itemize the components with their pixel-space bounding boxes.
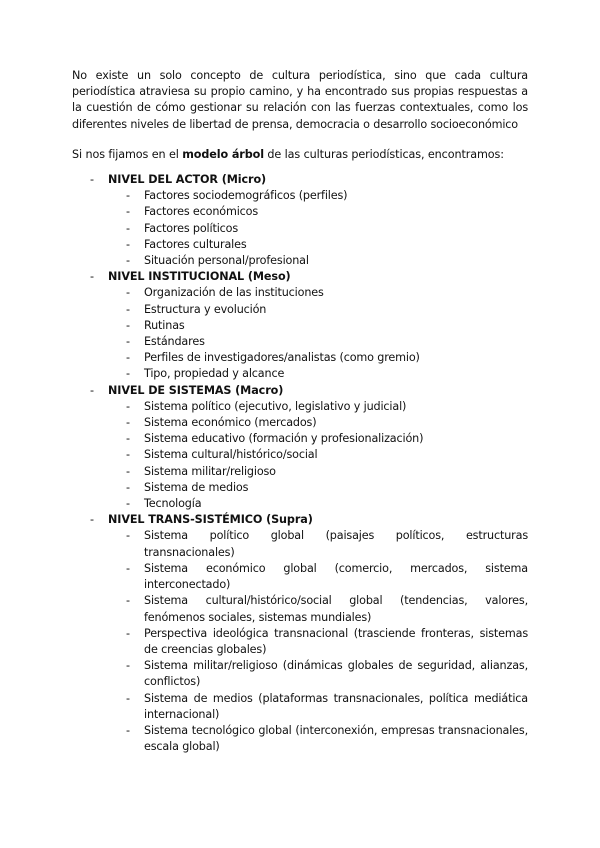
level-institutional	[72, 269, 528, 382]
level-title: NIVEL DEL ACTOR (Micro)	[108, 173, 267, 187]
levels-list	[72, 172, 528, 755]
list-item-text: Sistema político (ejecutivo, legislativo y judicial)	[144, 399, 407, 413]
list-item	[108, 593, 528, 625]
level-items	[108, 399, 528, 512]
level-items	[108, 528, 528, 755]
list-dash: -	[126, 594, 130, 608]
level-items	[108, 285, 528, 382]
list-item-text: Factores culturales	[144, 237, 247, 251]
level-trans-systemic	[72, 512, 528, 755]
list-item	[108, 658, 528, 690]
list-dash: -	[126, 205, 130, 219]
list-item	[108, 496, 528, 512]
list-item	[108, 691, 528, 723]
intro-paragraph: No existe un solo concepto de cultura periodística, sino que cada cultura periodística atraviesa su propio camino, y ha encontrado sus propias respuestas a la cuestión de cómo gestionar su relación con las fuerzas contextuales, como los diferentes niveles de libertad de prensa, democracia o desarrollo socioeconómico	[72, 69, 528, 131]
list-item	[108, 221, 528, 237]
list-item	[108, 480, 528, 496]
list-item	[108, 626, 528, 658]
list-dash: -	[126, 254, 130, 268]
level-title: NIVEL DE SISTEMAS (Macro)	[108, 383, 284, 397]
list-dash: -	[126, 237, 130, 251]
list-dash: -	[126, 691, 130, 705]
lead-emphasis: modelo árbol	[182, 147, 264, 161]
list-item-text: Sistema económico (mercados)	[144, 416, 317, 430]
list-item	[108, 723, 528, 755]
list-item-text: Tipo, propiedad y alcance	[144, 367, 285, 381]
level-title: NIVEL INSTITUCIONAL (Meso)	[108, 270, 291, 284]
list-item	[108, 204, 528, 220]
list-item	[108, 528, 528, 560]
list-dash: -	[90, 513, 95, 527]
list-item	[108, 415, 528, 431]
list-dash: -	[90, 383, 95, 397]
list-dash: -	[126, 399, 130, 413]
list-item	[108, 464, 528, 480]
list-dash: -	[126, 448, 130, 462]
list-dash: -	[126, 561, 130, 575]
level-items	[108, 188, 528, 269]
list-item	[108, 399, 528, 415]
level-systems	[72, 383, 528, 513]
list-item-text: Sistema militar/religioso	[144, 464, 276, 478]
level-title: NIVEL TRANS-SISTÉMICO (Supra)	[108, 513, 313, 527]
list-dash: -	[126, 335, 130, 349]
document-page	[72, 68, 528, 755]
list-dash: -	[126, 286, 130, 300]
list-item-text: Perspectiva ideológica transnacional (trasciende fronteras, sistemas de creencias globales)	[144, 626, 528, 656]
list-item-text: Estructura y evolución	[144, 302, 267, 316]
list-item	[108, 561, 528, 593]
list-item-text: Perfiles de investigadores/analistas (como gremio)	[144, 351, 420, 365]
list-item-text: Sistema cultural/histórico/social	[144, 448, 318, 462]
list-dash: -	[126, 659, 130, 673]
list-item	[108, 334, 528, 350]
list-item	[108, 431, 528, 447]
list-dash: -	[126, 464, 130, 478]
list-item	[108, 366, 528, 382]
lead-sentence	[72, 147, 528, 163]
list-item	[108, 253, 528, 269]
list-item-text: Organización de las instituciones	[144, 286, 324, 300]
list-item	[108, 318, 528, 334]
list-item-text: Sistema económico global (comercio, mercados, sistema interconectado)	[144, 561, 528, 592]
list-item	[108, 447, 528, 463]
list-item-text: Factores políticos	[144, 221, 239, 235]
list-dash: -	[126, 367, 130, 381]
list-item-text: Situación personal/profesional	[144, 254, 309, 268]
list-dash: -	[126, 723, 130, 737]
list-item-text: Sistema tecnológico global (interconexión, empresas transnacionales, escala global)	[144, 723, 528, 754]
list-dash: -	[126, 626, 130, 640]
list-item-text: Factores económicos	[144, 205, 259, 219]
list-dash: -	[126, 529, 130, 543]
list-dash: -	[126, 480, 130, 494]
list-dash: -	[126, 497, 130, 511]
list-dash: -	[126, 318, 130, 332]
list-item-text: Estándares	[144, 335, 205, 349]
list-item	[108, 350, 528, 366]
list-item	[108, 188, 528, 204]
list-dash: -	[90, 270, 95, 284]
list-dash: -	[126, 432, 130, 446]
list-dash: -	[90, 173, 95, 187]
list-dash: -	[126, 221, 130, 235]
list-item-text: Sistema cultural/histórico/social global (tendencias, valores, fenómenos sociales, sistemas mundiales)	[144, 594, 528, 624]
list-item-text: Sistema de medios	[144, 480, 249, 494]
lead-text-after: de las culturas periodísticas, encontramos:	[263, 147, 504, 161]
list-item-text: Sistema militar/religioso (dinámicas globales de seguridad, alianzas, conflictos)	[144, 659, 528, 689]
list-dash: -	[126, 351, 130, 365]
list-item	[108, 237, 528, 253]
list-item	[108, 302, 528, 318]
list-item-text: Factores sociodemográficos (perfiles)	[144, 189, 348, 203]
lead-text-before: Si nos fijamos en el	[72, 147, 183, 161]
list-dash: -	[126, 189, 130, 203]
list-item-text: Tecnología	[144, 497, 202, 511]
list-item	[108, 285, 528, 301]
level-actor	[72, 172, 528, 269]
list-item-text: Sistema educativo (formación y profesionalización)	[144, 432, 424, 446]
list-item-text: Sistema de medios (plataformas transnacionales, política mediática internacional)	[144, 691, 528, 721]
list-item-text: Sistema político global (paisajes políticos, estructuras transnacionales)	[144, 529, 528, 559]
list-dash: -	[126, 302, 130, 316]
list-dash: -	[126, 416, 130, 430]
list-item-text: Rutinas	[144, 318, 185, 332]
